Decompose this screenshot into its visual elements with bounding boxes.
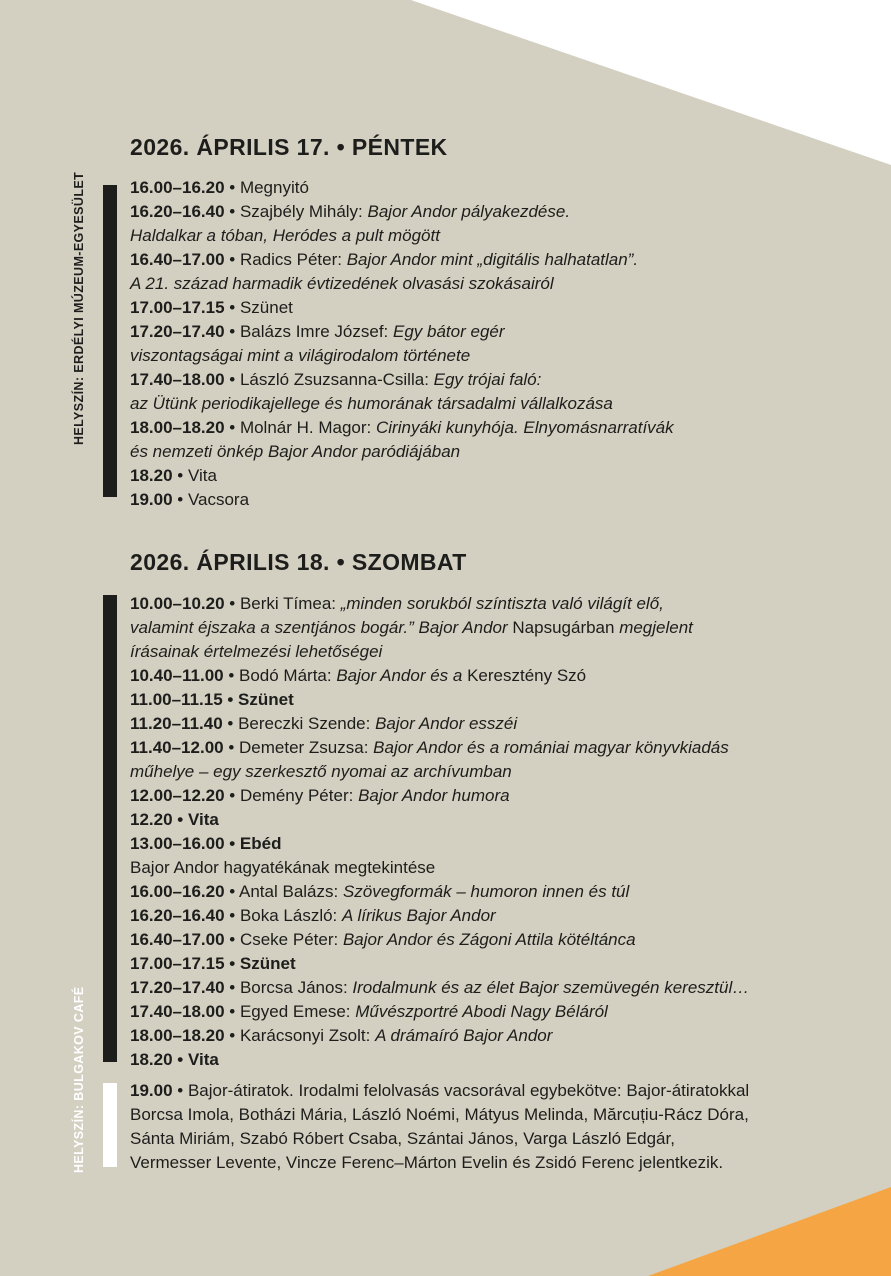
program-line-segment: 10.40–11.00 [130, 666, 224, 685]
program-line [130, 176, 674, 200]
program-line [130, 904, 749, 928]
program-line-segment: az Ütünk periodikajellege és humorának társadalmi vállalkozása [130, 394, 613, 413]
venue-label-saturday-evening: HELYSZÍN: BULGAKOV CAFÉ [72, 986, 86, 1174]
saturday-rail-bar [103, 595, 117, 1062]
program-line-segment: • Karácsonyi Zsolt: [224, 1026, 376, 1045]
program-line [130, 320, 674, 344]
program-line [130, 712, 749, 736]
program-line-segment: 16.20–16.40 [130, 202, 225, 221]
program-line-segment: műhelye – egy szerkesztő nyomai az archívumban [130, 762, 512, 781]
program-line-segment: • Bodó Márta: [223, 666, 337, 685]
program-line-segment: viszontagságai mint a világirodalom története [130, 346, 471, 365]
program-line-segment: • Szajbély Mihály: [224, 202, 368, 221]
program-line-segment: 11.40–12.00 [130, 738, 224, 757]
program-line [130, 1127, 749, 1151]
program-line [130, 784, 749, 808]
program-line [130, 296, 674, 320]
program-line-segment: 18.00–18.20 [130, 418, 225, 437]
program-line-segment: Napsugárban [512, 618, 615, 637]
program-line [130, 1024, 749, 1048]
program-line-segment: 17.20–17.40 [130, 978, 225, 997]
program-line [130, 1048, 749, 1072]
saturday-evening-program-lines [130, 1079, 749, 1175]
program-line [130, 416, 674, 440]
program-line-segment: Keresztény Szó [467, 666, 587, 685]
saturday-evening-rail-bar [103, 1083, 117, 1167]
program-line-segment: • Balázs Imre József: [224, 322, 393, 341]
program-line-segment: Szövegformák – humoron innen és túl [342, 882, 630, 901]
program-line-segment: 17.40–18.00 [130, 1002, 225, 1021]
friday-rail-bar [103, 185, 117, 497]
program-line-segment: • Vita [172, 466, 217, 485]
program-line [130, 368, 674, 392]
program-line-segment: Bajor Andor hagyatékának megtekintése [130, 858, 436, 877]
program-line [130, 392, 674, 416]
program-line-segment: írásainak értelmezési lehetőségei [130, 642, 383, 661]
program-line-segment: 17.00–17.15 • Szünet [130, 954, 296, 973]
program-line [130, 440, 674, 464]
program-line-segment: 19.00 [130, 490, 173, 509]
saturday-program-lines [130, 592, 749, 1072]
program-line-segment: • Cseke Péter: [224, 930, 343, 949]
program-line-segment: 16.00–16.20 [130, 178, 225, 197]
program-line [130, 736, 749, 760]
program-line [130, 976, 749, 1000]
program-line-segment: A lírikus Bajor Andor [342, 906, 496, 925]
program-line-segment: Bajor Andor esszéi [375, 714, 518, 733]
program-line-segment: • Berki Tímea: [224, 594, 341, 613]
program-line-segment: Bajor Andor pályakezdése. [367, 202, 571, 221]
program-line [130, 592, 749, 616]
program-line-segment: A 21. század harmadik évtizedének olvasási szokásairól [130, 274, 554, 293]
program-line [130, 928, 749, 952]
program-line-segment: 17.00–17.15 [130, 298, 225, 317]
program-line-segment: • Borcsa János: [224, 978, 353, 997]
program-line [130, 488, 674, 512]
program-line-segment: Egy trójai faló: [433, 370, 542, 389]
program-line-segment: 10.00–10.20 [130, 594, 225, 613]
program-line-segment: • Szünet [224, 298, 293, 317]
program-line [130, 248, 674, 272]
program-line-segment: • Egyed Emese: [224, 1002, 356, 1021]
program-line [130, 344, 674, 368]
program-line [130, 832, 749, 856]
program-line-segment: • Antal Balázs: [224, 882, 343, 901]
program-line-segment: 18.20 • Vita [130, 1050, 219, 1069]
program-line-segment: A drámaíró Bajor Andor [375, 1026, 553, 1045]
program-line [130, 272, 674, 296]
program-line [130, 616, 749, 640]
program-line-segment: Sánta Miriám, Szabó Róbert Csaba, Szántai János, Varga László Edgár, [130, 1129, 675, 1148]
program-line [130, 760, 749, 784]
program-line-segment: Művészportré Abodi Nagy Béláról [355, 1002, 608, 1021]
program-line [130, 808, 749, 832]
program-line-segment: Bajor Andor mint „digitális halhatatlan”. [346, 250, 639, 269]
program-line-segment: Bajor Andor és Zágoni Attila kötéltánca [342, 930, 636, 949]
program-line-segment: 17.20–17.40 [130, 322, 225, 341]
program-line-segment: 16.20–16.40 [130, 906, 225, 925]
program-line-segment: • Demény Péter: [224, 786, 359, 805]
program-line-segment: 11.00–11.15 • Szünet [130, 690, 294, 709]
program-line [130, 1079, 749, 1103]
program-line-segment: • Molnár H. Magor: [224, 418, 376, 437]
saturday-section-title: 2026. ÁPRILIS 18. • SZOMBAT [130, 549, 467, 575]
program-line-segment: Haldalkar a tóban, Heródes a pult mögött [130, 226, 440, 245]
program-line-segment: 18.00–18.20 [130, 1026, 225, 1045]
program-line-segment: 11.20–11.40 [130, 714, 223, 733]
program-line-segment: valamint éjszaka a szentjános bogár.” Bajor Andor [130, 618, 513, 637]
program-line-segment: és nemzeti önkép Bajor Andor paródiájában [130, 442, 461, 461]
program-line-segment: megjelent [614, 618, 693, 637]
program-line-segment: 16.40–17.00 [130, 930, 225, 949]
program-line-segment: • Demeter Zsuzsa: [223, 738, 374, 757]
program-line [130, 952, 749, 976]
program-line [130, 664, 749, 688]
program-line-segment: Egy bátor egér [393, 322, 505, 341]
decor-orange-triangle [648, 1187, 891, 1276]
program-line [130, 688, 749, 712]
venue-label-friday: HELYSZÍN: ERDÉLYI MÚZEUM-EGYESÜLET [72, 171, 86, 445]
program-line [130, 1000, 749, 1024]
program-line-segment: Vermesser Levente, Vincze Ferenc–Márton Evelin és Zsidó Ferenc jelentkezik. [130, 1153, 724, 1172]
program-line [130, 464, 674, 488]
program-line-segment: Irodalmunk és az élet Bajor szemüvegén keresztül… [352, 978, 750, 997]
program-line-segment: „minden sorukból színtiszta való világít elő, [340, 594, 664, 613]
program-line [130, 1103, 749, 1127]
program-line [130, 200, 674, 224]
program-line-segment: • László Zsuzsanna-Csilla: [224, 370, 434, 389]
program-line-segment: • Megnyitó [224, 178, 309, 197]
program-line-segment: Cirinyáki kunyhója. Elnyomásnarratívák [376, 418, 674, 437]
program-line-segment: Borcsa Imola, Botházi Mária, László Noémi, Mátyus Melinda, Mărcuțiu-Rácz Dóra, [130, 1105, 749, 1124]
program-line-segment: 12.20 • Vita [130, 810, 219, 829]
program-line-segment: 13.00–16.00 • Ebéd [130, 834, 282, 853]
program-line-segment: 12.00–12.20 [130, 786, 225, 805]
program-line-segment: • Vacsora [172, 490, 250, 509]
program-line-segment: • Boka László: [224, 906, 343, 925]
friday-program-lines [130, 176, 674, 512]
program-line-segment: Bajor Andor és a romániai magyar könyvkiadás [373, 738, 729, 757]
program-line-segment: • Radics Péter: [224, 250, 347, 269]
program-line-segment: • Bajor-átiratok. Irodalmi felolvasás vacsorával egybekötve: Bajor-átiratokkal [172, 1081, 750, 1100]
program-line [130, 856, 749, 880]
program-line [130, 640, 749, 664]
program-line [130, 224, 674, 248]
program-line-segment: Bajor Andor és a [336, 666, 468, 685]
program-line-segment: 19.00 [130, 1081, 173, 1100]
program-line [130, 880, 749, 904]
program-line-segment: Bajor Andor humora [358, 786, 510, 805]
decor-white-wedge [411, 0, 891, 165]
program-line-segment: • Bereczki Szende: [222, 714, 376, 733]
program-line-segment: 17.40–18.00 [130, 370, 225, 389]
program-line-segment: 16.40–17.00 [130, 250, 225, 269]
program-line [130, 1151, 749, 1175]
program-line-segment: 18.20 [130, 466, 173, 485]
friday-section-title: 2026. ÁPRILIS 17. • PÉNTEK [130, 134, 448, 160]
program-line-segment: 16.00–16.20 [130, 882, 225, 901]
